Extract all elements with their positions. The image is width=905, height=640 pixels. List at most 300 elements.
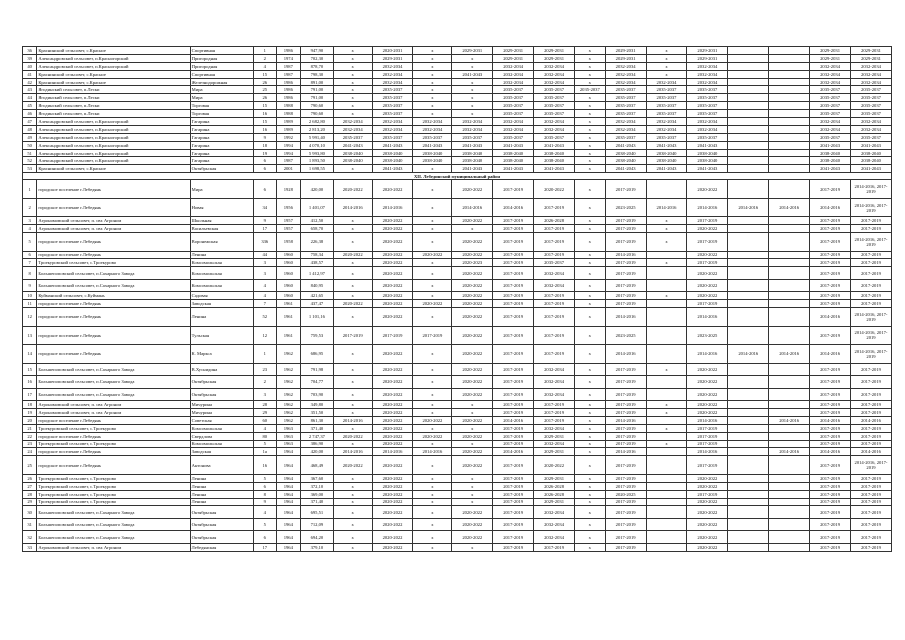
table-row <box>23 54 892 62</box>
table-cell: 1992 <box>276 133 301 141</box>
table-row <box>23 401 892 409</box>
settlement-cell: Агрономовский сельсовет, п. свх Агроном <box>37 408 190 416</box>
table-cell <box>728 118 769 126</box>
table-cell: 2035-2037 <box>534 94 575 102</box>
table-cell: 2038-2040 <box>372 157 413 165</box>
table-cell: 2020-2022 <box>372 279 413 292</box>
table-cell <box>728 401 769 409</box>
table-cell <box>728 432 769 440</box>
table-cell <box>728 70 769 78</box>
table-cell: 704,77 <box>301 376 334 389</box>
table-cell <box>769 102 810 110</box>
street-cell: Новая <box>190 198 253 217</box>
table-cell: 2035-2037 <box>333 133 372 141</box>
table-cell: 2032-2034 <box>413 125 452 133</box>
table-cell: 25 <box>254 86 276 94</box>
table-cell: х <box>575 308 606 327</box>
table-cell <box>728 531 769 544</box>
street-cell: В.Хуснидина <box>190 363 253 376</box>
table-cell: х <box>413 440 452 448</box>
table-cell: 2020-2022 <box>372 388 413 401</box>
table-cell: 2017-2019 <box>493 490 534 498</box>
table-cell: 2029-2031 <box>605 54 646 62</box>
table-cell: х <box>646 259 687 267</box>
table-cell: х <box>413 490 452 498</box>
table-cell: 790,60 <box>301 102 334 110</box>
table-cell: 1 <box>254 345 276 364</box>
table-cell: 1964 <box>276 448 301 456</box>
table-cell: х <box>333 531 372 544</box>
table-cell: 2014-2016 <box>769 345 810 364</box>
table-cell: 1 <box>254 47 276 55</box>
table-cell: х <box>333 86 372 94</box>
table-cell: 2035-2037 <box>646 86 687 94</box>
table-cell: 2014-2016 <box>769 448 810 456</box>
table-row <box>23 456 892 475</box>
table-body-top <box>23 47 892 173</box>
table-cell <box>728 225 769 233</box>
table-cell: 2014-2016, 2017-2019 <box>851 233 892 252</box>
table-cell: 2017-2019 <box>605 217 646 225</box>
table-cell: 2035-2037 <box>493 102 534 110</box>
table-cell: 2017-2019 <box>851 279 892 292</box>
table-cell: х <box>333 345 372 364</box>
settlement-cell: городское поселение г.Лебедянь <box>37 345 190 364</box>
table-cell: 2029-2031 <box>605 47 646 55</box>
street-cell: Мира <box>190 86 253 94</box>
row-number-cell: 28 <box>23 490 37 498</box>
table-cell: х <box>413 217 452 225</box>
table-cell: 8 <box>254 490 276 498</box>
table-cell: 2014-2016 <box>769 416 810 424</box>
street-cell: Тульская <box>190 326 253 345</box>
table-cell: 2017-2019 <box>851 531 892 544</box>
table-cell <box>769 62 810 70</box>
table-cell: 2017-2019 <box>534 401 575 409</box>
table-cell: х <box>413 86 452 94</box>
row-number-cell: 46 <box>23 110 37 118</box>
settlement-cell: городское поселение г.Лебедянь <box>37 456 190 475</box>
table-cell: 1986 <box>276 94 301 102</box>
table-cell: 1964 <box>276 474 301 482</box>
table-cell <box>646 432 687 440</box>
table-cell: 2017-2019 <box>605 401 646 409</box>
table-cell: х <box>413 424 452 432</box>
table-cell <box>728 506 769 519</box>
table-cell: х <box>413 165 452 173</box>
table-cell: 2017-2019 <box>605 363 646 376</box>
table-cell: х <box>575 448 606 456</box>
table-cell: 2017-2019 <box>810 424 851 432</box>
table-cell: х <box>413 363 452 376</box>
table-cell: х <box>413 345 452 364</box>
table-cell: 2017-2019 <box>605 225 646 233</box>
row-number-cell: 29 <box>23 498 37 506</box>
table-cell: х <box>413 292 452 300</box>
table-cell: х <box>575 149 606 157</box>
table-cell: 2014-2016 <box>605 345 646 364</box>
table-cell: 1964 <box>276 456 301 475</box>
row-number-cell: 44 <box>23 94 37 102</box>
table-cell <box>646 345 687 364</box>
row-number-cell: 40 <box>23 62 37 70</box>
table-cell <box>769 217 810 225</box>
table-cell <box>728 233 769 252</box>
table-cell: 2032-2034 <box>534 70 575 78</box>
table-cell <box>646 474 687 482</box>
table-cell <box>646 498 687 506</box>
table-row <box>23 102 892 110</box>
table-cell: 2014-2016 <box>810 416 851 424</box>
row-number-cell: 39 <box>23 54 37 62</box>
table-cell <box>646 482 687 490</box>
table-cell: 1962 <box>276 401 301 409</box>
settlement-cell: Большепоповский сельсовет, п.Сахарного Завода <box>37 267 190 280</box>
table-cell <box>728 292 769 300</box>
table-cell <box>769 498 810 506</box>
table-cell: х <box>333 70 372 78</box>
table-cell: 2020-2022 <box>372 259 413 267</box>
table-cell <box>728 259 769 267</box>
table-cell: 2041-2043 <box>851 141 892 149</box>
table-cell: 2035-2037 <box>687 86 728 94</box>
table-cell <box>728 251 769 259</box>
settlement-cell: Агрономовский сельсовет, п. свх Агроном <box>37 401 190 409</box>
row-number-cell: 15 <box>23 363 37 376</box>
table-cell: 2029-2031 <box>810 54 851 62</box>
table-cell: 2038-2040 <box>605 157 646 165</box>
table-cell <box>728 149 769 157</box>
table-cell: х <box>575 300 606 308</box>
table-cell: х <box>413 180 452 199</box>
table-cell: 2017-2019 <box>493 376 534 389</box>
table-cell: 2017-2019 <box>851 376 892 389</box>
table-cell: 2032-2034 <box>810 78 851 86</box>
table-cell: 2014-2016 <box>687 345 728 364</box>
table-cell: 1963 <box>276 440 301 448</box>
table-cell: х <box>575 376 606 389</box>
table-cell: 2017-2019 <box>493 279 534 292</box>
table-cell: х <box>575 292 606 300</box>
table-cell: 18 <box>254 141 276 149</box>
register-sheet <box>22 46 892 552</box>
table-cell: 2017-2019 <box>851 401 892 409</box>
table-cell: х <box>646 233 687 252</box>
table-cell: 2041-2043 <box>687 141 728 149</box>
table-cell <box>646 279 687 292</box>
table-cell: 2020-2022 <box>687 498 728 506</box>
table-cell: х <box>413 474 452 482</box>
table-cell: 80 <box>254 432 276 440</box>
table-cell: 2014-2016 <box>493 448 534 456</box>
row-number-cell: 53 <box>23 165 37 173</box>
table-cell: х <box>452 225 493 233</box>
street-cell: Школьная <box>190 217 253 225</box>
table-cell: 2038-2040 <box>333 157 372 165</box>
table-cell <box>769 233 810 252</box>
table-cell: 15 <box>254 118 276 126</box>
table-cell: 2032-2034 <box>810 118 851 126</box>
table-cell <box>769 506 810 519</box>
table-cell: 2035-2037 <box>810 110 851 118</box>
table-row <box>23 345 892 364</box>
table-cell: х <box>575 388 606 401</box>
table-cell: 1 101,16 <box>301 308 334 327</box>
table-cell: х <box>646 401 687 409</box>
table-cell <box>769 363 810 376</box>
table-cell: х <box>452 94 493 102</box>
table-body-bottom <box>23 180 892 552</box>
row-number-cell: 21 <box>23 424 37 432</box>
table-cell: 2032-2034 <box>493 118 534 126</box>
table-cell: 1956 <box>276 198 301 217</box>
table-cell: 1986 <box>276 86 301 94</box>
settlement-cell: Александровский сельсовет, п.Красногорский <box>37 118 190 126</box>
table-cell <box>728 217 769 225</box>
street-cell: Комсомольская <box>190 424 253 432</box>
table-cell: 2014-2016 <box>605 308 646 327</box>
table-cell: 2032-2034 <box>333 125 372 133</box>
table-row <box>23 149 892 157</box>
table-cell: 2035-2037 <box>646 133 687 141</box>
table-cell: 2032-2034 <box>413 118 452 126</box>
table-cell: 2017-2019 <box>605 543 646 551</box>
table-cell: 6 <box>254 531 276 544</box>
table-cell: 2014-2016 <box>452 198 493 217</box>
table-cell: х <box>333 165 372 173</box>
table-cell: 2017-2019 <box>493 388 534 401</box>
table-cell: 1961 <box>276 326 301 345</box>
table-cell: 2017-2019 <box>810 376 851 389</box>
table-cell: 2041-2043 <box>413 141 452 149</box>
table-cell: 2017-2019 <box>534 198 575 217</box>
table-cell: 2017-2019 <box>605 432 646 440</box>
table-cell: 703,90 <box>301 388 334 401</box>
table-cell: 2038-2040 <box>851 149 892 157</box>
row-number-cell: 23 <box>23 440 37 448</box>
table-cell: 2017-2019 <box>851 259 892 267</box>
table-cell: 2035-2037 <box>493 86 534 94</box>
table-cell: 2020-2022 <box>372 251 413 259</box>
table-cell: 2020-2022 <box>372 474 413 482</box>
table-cell <box>769 401 810 409</box>
street-cell: Комсомольская <box>190 259 253 267</box>
table-cell: 2017-2019 <box>372 326 413 345</box>
table-cell: 2032-2034 <box>810 62 851 70</box>
table-cell: 2020-2022 <box>687 482 728 490</box>
table-cell: 412,50 <box>301 217 334 225</box>
table-cell <box>646 543 687 551</box>
table-cell <box>646 416 687 424</box>
table-cell: 1957 <box>276 217 301 225</box>
table-cell: 2017-2019 <box>810 456 851 475</box>
table-cell: 9 <box>254 498 276 506</box>
table-cell: 2041-2043 <box>452 70 493 78</box>
table-cell: х <box>413 388 452 401</box>
table-cell: 2029-2031 <box>534 448 575 456</box>
table-cell: 2020-2022 <box>372 225 413 233</box>
settlement-cell: городское поселение г.Лебедянь <box>37 300 190 308</box>
row-number-cell: 51 <box>23 149 37 157</box>
table-cell: 2032-2034 <box>534 267 575 280</box>
table-cell: х <box>333 506 372 519</box>
table-cell: 5 <box>254 518 276 531</box>
table-cell: х <box>575 267 606 280</box>
table-cell: 2017-2019 <box>851 490 892 498</box>
row-number-cell: 16 <box>23 376 37 389</box>
table-cell: 2014-2016 <box>333 416 372 424</box>
settlement-cell: Ягодинский сельсовет, п.Лески <box>37 86 190 94</box>
table-cell: х <box>452 498 493 506</box>
table-cell: х <box>333 543 372 551</box>
table-cell: х <box>333 401 372 409</box>
table-cell: 2017-2019 <box>810 482 851 490</box>
table-cell: х <box>413 47 452 55</box>
table-cell: 2017-2019 <box>851 363 892 376</box>
table-cell: 2014-2016 <box>728 345 769 364</box>
table-cell: 2017-2019 <box>605 474 646 482</box>
table-cell: 1964 <box>276 482 301 490</box>
table-cell: 2017-2019 <box>687 432 728 440</box>
table-cell: 2017-2019 <box>534 408 575 416</box>
table-cell <box>769 251 810 259</box>
table-row <box>23 408 892 416</box>
table-cell: 2029-2031 <box>687 54 728 62</box>
table-cell <box>769 125 810 133</box>
table-cell: х <box>646 70 687 78</box>
table-cell: 1962 <box>276 416 301 424</box>
table-row <box>23 267 892 280</box>
table-cell: х <box>333 267 372 280</box>
table-cell: 2038-2040 <box>534 157 575 165</box>
table-cell: 17 <box>254 225 276 233</box>
table-cell: 2041-2043 <box>534 141 575 149</box>
table-cell: 16 <box>254 125 276 133</box>
table-cell: 2038-2040 <box>646 157 687 165</box>
table-cell: 2014-2016 <box>605 251 646 259</box>
table-cell <box>769 531 810 544</box>
table-cell: 2020-2022 <box>452 363 493 376</box>
table-cell: х <box>452 482 493 490</box>
table-cell <box>728 133 769 141</box>
table-cell: 2032-2034 <box>646 125 687 133</box>
table-cell: 1986 <box>276 47 301 55</box>
table-cell: 2017-2019 <box>413 326 452 345</box>
table-cell <box>769 388 810 401</box>
table-cell: 4 <box>254 506 276 519</box>
table-cell: 2017-2019 <box>810 388 851 401</box>
table-cell: 1964 <box>276 531 301 544</box>
table-cell: 2032-2034 <box>687 62 728 70</box>
table-cell: 2038-2040 <box>851 157 892 165</box>
table-cell: 2017-2019 <box>493 531 534 544</box>
table-row <box>23 424 892 432</box>
table-cell: 1 401,07 <box>301 198 334 217</box>
table-cell <box>728 165 769 173</box>
table-cell: 2020-2022 <box>452 448 493 456</box>
table-cell: 2020-2022 <box>413 416 452 424</box>
table-cell: 2032-2034 <box>534 531 575 544</box>
table-cell: 5 991,40 <box>301 133 334 141</box>
table-cell: 2017-2019 <box>493 251 534 259</box>
table-cell <box>728 102 769 110</box>
table-cell: 2017-2019 <box>605 292 646 300</box>
table-cell: 2035-2037 <box>605 102 646 110</box>
table-cell: 336 <box>254 233 276 252</box>
settlement-cell: Троекуровский сельсовет, с.Троекурово <box>37 440 190 448</box>
table-cell: 2020-2022 <box>452 345 493 364</box>
table-cell: 371,40 <box>301 424 334 432</box>
table-cell: 2017-2019 <box>493 345 534 364</box>
table-cell: 1963 <box>276 424 301 432</box>
street-cell: Октябрьская <box>190 165 253 173</box>
table-cell: 5 <box>254 440 276 448</box>
table-cell: 2020-2022 <box>372 416 413 424</box>
table-cell: 2017-2019 <box>810 326 851 345</box>
street-cell: Ленина <box>190 498 253 506</box>
table-cell: 2017-2019 <box>851 225 892 233</box>
table-cell: х <box>646 440 687 448</box>
table-cell: 2017-2019 <box>493 180 534 199</box>
table-cell: 371,40 <box>301 498 334 506</box>
table-cell: 34 <box>254 198 276 217</box>
table-cell: 2026-2028 <box>534 217 575 225</box>
table-cell: 2032-2034 <box>372 62 413 70</box>
table-cell: 2017-2019 <box>534 251 575 259</box>
table-cell: 2017-2019 <box>687 259 728 267</box>
table-cell: 2014-2016 <box>769 198 810 217</box>
table-cell: 2017-2019 <box>605 440 646 448</box>
table-cell: 2020-2022 <box>372 345 413 364</box>
table-cell: х <box>413 401 452 409</box>
row-number-cell: 32 <box>23 531 37 544</box>
table-cell: 2035-2037 <box>605 86 646 94</box>
table-cell: х <box>575 259 606 267</box>
table-cell: х <box>452 490 493 498</box>
table-cell: 2014-2016 <box>687 416 728 424</box>
table-cell: 2035-2037 <box>646 102 687 110</box>
section-header-group <box>23 173 892 180</box>
table-cell: 2020-2025 <box>605 490 646 498</box>
table-cell: 2014-2016 <box>605 416 646 424</box>
table-cell: 2035-2037 <box>605 110 646 118</box>
table-cell: 2041-2043 <box>452 165 493 173</box>
table-row <box>23 292 892 300</box>
table-cell: 7 <box>254 300 276 308</box>
settlement-cell: Троекуровский сельсовет, с.Троекурово <box>37 474 190 482</box>
street-cell: Октябрьская <box>190 388 253 401</box>
table-cell: 861,30 <box>301 416 334 424</box>
table-cell: 2017-2019 <box>605 388 646 401</box>
table-cell <box>769 474 810 482</box>
table-cell: х <box>413 54 452 62</box>
table-cell: 2038-2040 <box>493 157 534 165</box>
table-row <box>23 259 892 267</box>
table-cell: 1961 <box>276 308 301 327</box>
table-cell: 2017-2019 <box>810 233 851 252</box>
table-row <box>23 86 892 94</box>
table-cell: 60 <box>254 416 276 424</box>
table-cell: х <box>333 388 372 401</box>
table-cell: 2014-2016 <box>810 345 851 364</box>
table-cell: 2032-2034 <box>534 376 575 389</box>
table-cell: 2017-2019 <box>851 292 892 300</box>
table-cell: 2017-2019 <box>605 498 646 506</box>
street-cell: Воронежская <box>190 233 253 252</box>
row-number-cell: 6 <box>23 251 37 259</box>
street-cell: Мира <box>190 94 253 102</box>
street-cell: Спортивная <box>190 47 253 55</box>
